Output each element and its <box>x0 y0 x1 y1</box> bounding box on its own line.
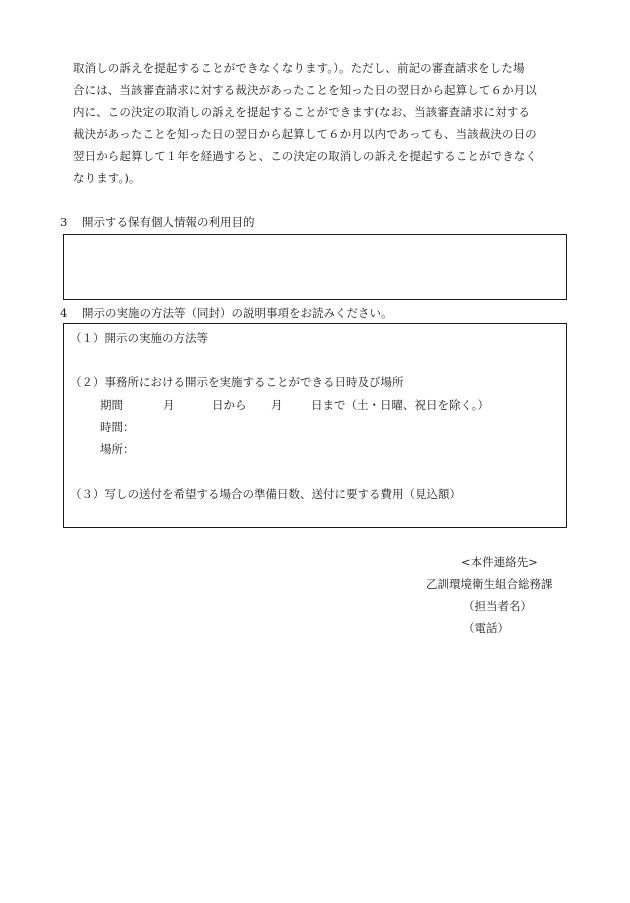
item-2-office-datetime-place: （２）事務所における開示を実施することができる日時及び場所 <box>70 375 404 389</box>
paragraph-line: 合には、当該審査請求に対する裁決があったことを知った日の翌日から起算して６か月以 <box>73 83 537 97</box>
time-label: 時間： <box>100 420 135 434</box>
section-number: 3 <box>60 215 68 229</box>
section-4-heading <box>60 306 520 320</box>
item-3-copy-delivery-cost: （３）写しの送付を希望する場合の準備日数、送付に要する費用（見込額） <box>70 487 461 501</box>
period-month-1: 月 <box>163 398 175 412</box>
paragraph-line: 翌日から起算して１年を経過すると、この決定の取消しの訴えを提起することができなく <box>73 149 537 163</box>
item-1-disclosure-method: （１）開示の実施の方法等 <box>70 331 208 345</box>
section-title: 開示する保有個人情報の利用目的 <box>82 215 255 229</box>
paragraph-line: なります。)。 <box>73 171 141 185</box>
contact-department: 乙訓環境衛生組合総務課 <box>426 577 553 591</box>
period-day-from: 日から <box>212 398 247 412</box>
section-3-heading <box>60 215 460 229</box>
section-title: 開示の実施の方法等（同封）の説明事項をお読みください。 <box>82 306 393 320</box>
period-day-to: 日まで（土・日曜、祝日を除く。） <box>311 398 490 412</box>
contact-heading: <本件連絡先> <box>461 555 538 569</box>
place-label: 場所： <box>100 442 135 456</box>
purpose-box <box>63 234 567 300</box>
paragraph-line: 内に、この決定の取消しの訴えを提起することができます(なお、当該審査請求に対する <box>73 105 530 119</box>
period-month-2: 月 <box>271 398 283 412</box>
contact-person: （担当者名） <box>463 599 532 613</box>
period-label: 期間 <box>100 398 123 412</box>
paragraph-line: 取消しの訴えを提起することができなくなります。）。ただし、前記の審査請求をした場 <box>73 61 525 75</box>
paragraph-line: 裁決があったことを知った日の翌日から起算して６か月以内であっても、当該裁決の日の <box>73 127 537 141</box>
contact-phone: （電話） <box>463 621 509 635</box>
section-number: 4 <box>60 306 68 320</box>
